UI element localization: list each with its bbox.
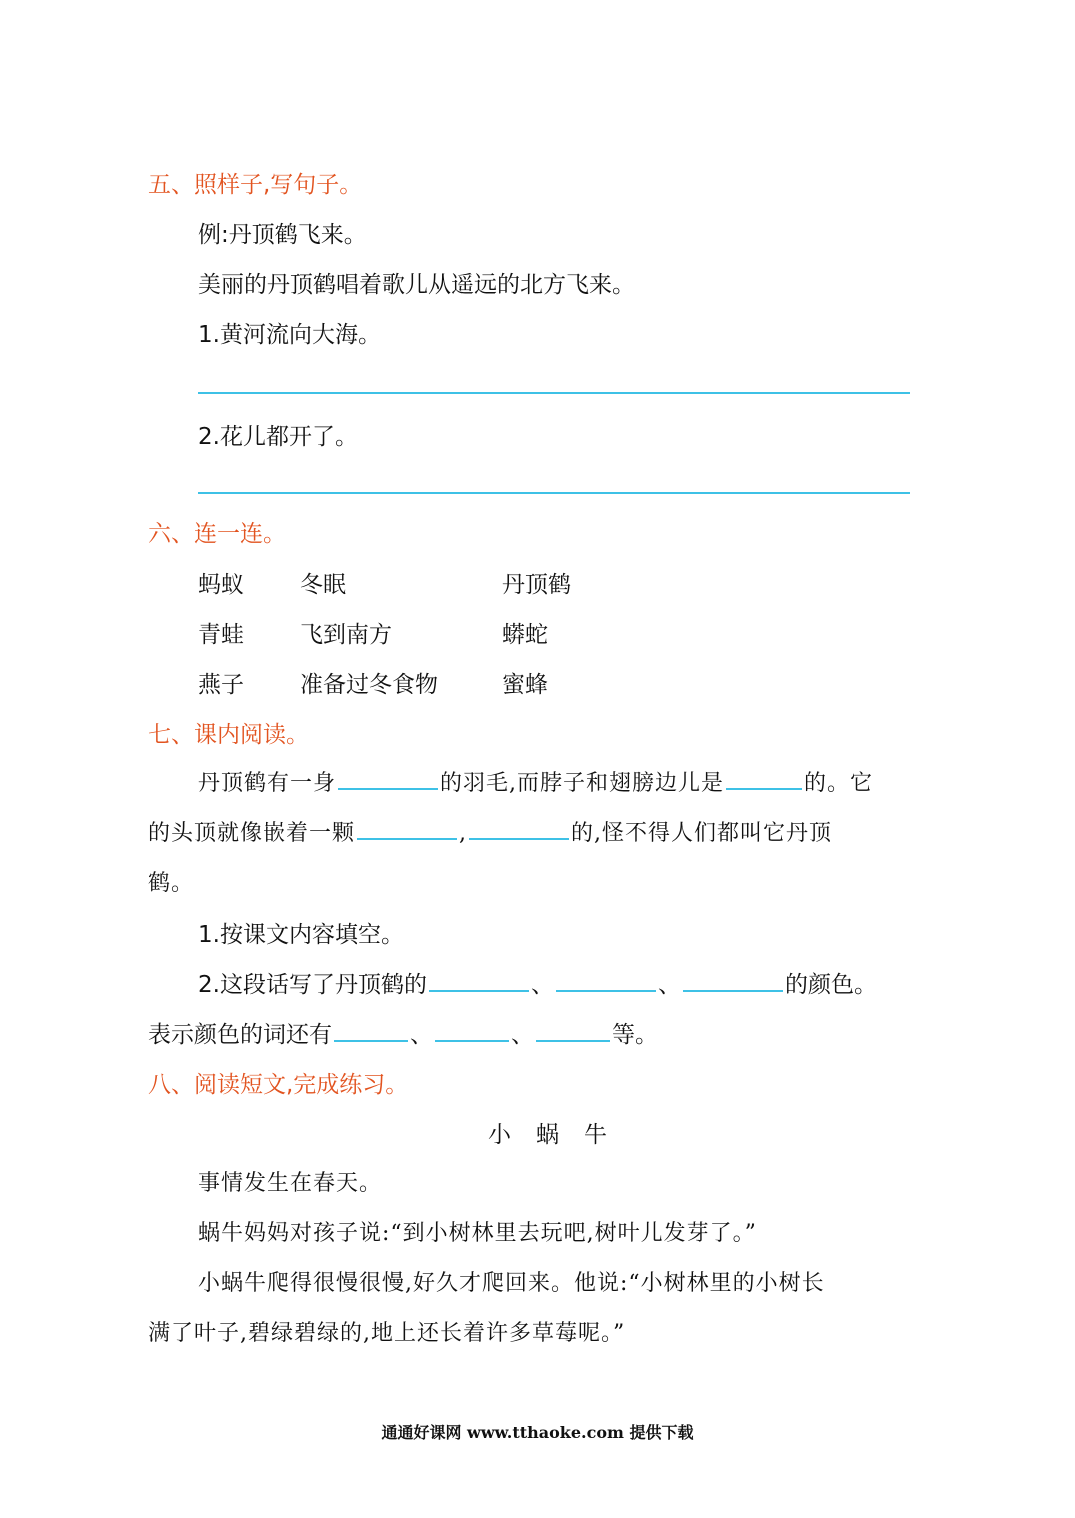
story-paragraph-cont: 满了叶子,碧绿碧绿的,地上还长着许多草莓呢。” xyxy=(148,1321,626,1346)
story-paragraph: 事情发生在春天。 xyxy=(198,1171,383,1196)
fill-blank[interactable] xyxy=(536,1039,610,1042)
story-paragraph: 蜗牛妈妈对孩子说:“到小树林里去玩吧,树叶儿发芽了。” xyxy=(198,1221,757,1246)
fill-blank[interactable] xyxy=(683,989,783,992)
match-middle-item[interactable]: 飞到南方 xyxy=(300,622,392,648)
section-7-heading: 七、课内阅读。 xyxy=(148,722,309,748)
match-right-item[interactable]: 蜜蜂 xyxy=(502,672,548,698)
match-left-item[interactable]: 燕子 xyxy=(198,672,244,698)
fill-blank[interactable] xyxy=(726,787,802,790)
example-sentence: 美丽的丹顶鹤唱着歌儿从遥远的北方飞来。 xyxy=(198,272,635,298)
fill-blank[interactable] xyxy=(357,837,457,840)
story-paragraph: 小蜗牛爬得很慢很慢,好久才爬回来。他说:“小树林里的小树长 xyxy=(198,1271,825,1296)
question-7-1: 1.按课文内容填空。 xyxy=(198,922,404,948)
reading-passage-line-2: 的头顶就像嵌着一颗 , 的,怪不得人们都叫它丹顶 xyxy=(148,821,833,846)
fill-blank[interactable] xyxy=(334,1039,408,1042)
story-title: 小 蜗 牛 xyxy=(488,1122,608,1148)
question-5-1: 1.黄河流向大海。 xyxy=(198,322,381,348)
match-left-item[interactable]: 蚂蚁 xyxy=(198,572,244,598)
match-left-item[interactable]: 青蛙 xyxy=(198,622,244,648)
answer-line-5-1[interactable] xyxy=(198,392,910,394)
question-5-2: 2.花儿都开了。 xyxy=(198,424,358,450)
reading-passage-line-3: 鹤。 xyxy=(148,871,195,896)
fill-blank[interactable] xyxy=(429,989,529,992)
example-label: 例:丹顶鹤飞来。 xyxy=(198,222,367,248)
fill-blank[interactable] xyxy=(338,787,438,790)
section-5-heading: 五、照样子,写句子。 xyxy=(148,172,363,198)
question-7-2: 2.这段话写了丹顶鹤的 、 、 的颜色。 xyxy=(198,972,877,998)
section-8-heading: 八、阅读短文,完成练习。 xyxy=(148,1072,409,1098)
fill-blank[interactable] xyxy=(435,1039,509,1042)
match-right-item[interactable]: 丹顶鹤 xyxy=(502,572,571,598)
match-right-item[interactable]: 蟒蛇 xyxy=(502,622,548,648)
reading-passage-line-1: 丹顶鹤有一身 的羽毛,而脖子和翅膀边儿是 的。它 xyxy=(198,771,874,796)
footer-credit: 通通好课网 www.tthaoke.com 提供下载 xyxy=(381,1423,694,1442)
question-7-2-cont: 表示颜色的词还有 、 、 等。 xyxy=(148,1022,658,1048)
fill-blank[interactable] xyxy=(469,837,569,840)
fill-blank[interactable] xyxy=(556,989,656,992)
answer-line-5-2[interactable] xyxy=(198,492,910,494)
section-6-heading: 六、连一连。 xyxy=(148,521,286,547)
match-middle-item[interactable]: 准备过冬食物 xyxy=(300,672,438,698)
match-middle-item[interactable]: 冬眠 xyxy=(300,572,346,598)
